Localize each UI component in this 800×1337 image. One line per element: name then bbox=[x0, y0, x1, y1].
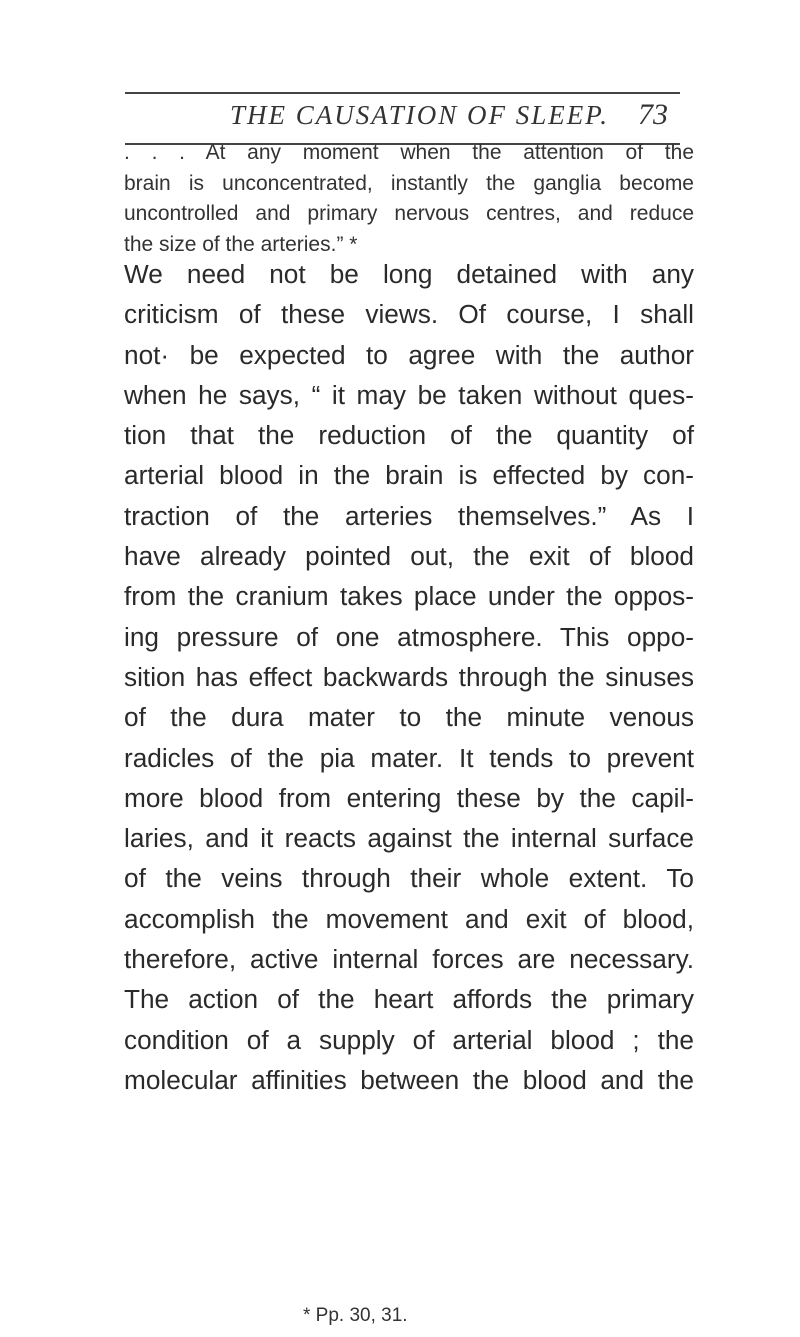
body-line: criticism of these views. Of course, I shall bbox=[124, 299, 694, 330]
body-line: of the dura mater to the minute venous bbox=[124, 702, 694, 733]
header-rule-top bbox=[125, 92, 680, 94]
body-line: from the cranium takes place under the oppos- bbox=[124, 581, 694, 612]
quoted-passage bbox=[124, 138, 694, 260]
body-line: traction of the arteries themselves.” As I bbox=[124, 500, 694, 531]
body-line: radicles of the pia mater. It tends to prevent bbox=[124, 742, 694, 773]
body-line: accomplish the movement and exit of blood, bbox=[124, 903, 694, 934]
body-line: more blood from entering these by the capil- bbox=[124, 782, 694, 813]
body-line: ing pressure of one atmosphere. This oppo- bbox=[124, 621, 694, 652]
body-line: We need not be long detained with any bbox=[124, 259, 694, 289]
body-line: therefore, active internal forces are necessary. bbox=[124, 944, 694, 975]
body-line: The action of the heart affords the primary bbox=[124, 984, 694, 1015]
quote-line: . . . At any moment when the attention of the bbox=[124, 141, 694, 164]
quote-line: uncontrolled and primary nervous centres, and reduce bbox=[124, 202, 694, 225]
body-line: not· be expected to agree with the author bbox=[124, 339, 694, 370]
body-line: laries, and it reacts against the internal surface bbox=[124, 823, 694, 854]
quote-line: the size of the arteries.” * bbox=[124, 232, 358, 256]
footnote: * Pp. 30, 31. bbox=[303, 1305, 408, 1326]
body-paragraph bbox=[124, 254, 694, 1100]
body-line: tion that the reduction of the quantity of bbox=[124, 420, 694, 451]
running-title: THE CAUSATION OF SLEEP. bbox=[230, 100, 610, 130]
body-line: sition has effect backwards through the sinuses bbox=[124, 661, 694, 692]
body-line: condition of a supply of arterial blood ; the bbox=[124, 1024, 694, 1055]
body-line: arterial blood in the brain is effected by con- bbox=[124, 460, 694, 491]
body-line: when he says, “ it may be taken without ques- bbox=[124, 379, 694, 410]
body-line: of the veins through their whole extent. To bbox=[124, 863, 694, 894]
page-number: 73 bbox=[638, 98, 668, 131]
body-line: have already pointed out, the exit of blood bbox=[124, 541, 694, 572]
quote-line: brain is unconcentrated, instantly the ganglia become bbox=[124, 171, 694, 195]
body-line: molecular affinities between the blood and the bbox=[124, 1064, 694, 1095]
